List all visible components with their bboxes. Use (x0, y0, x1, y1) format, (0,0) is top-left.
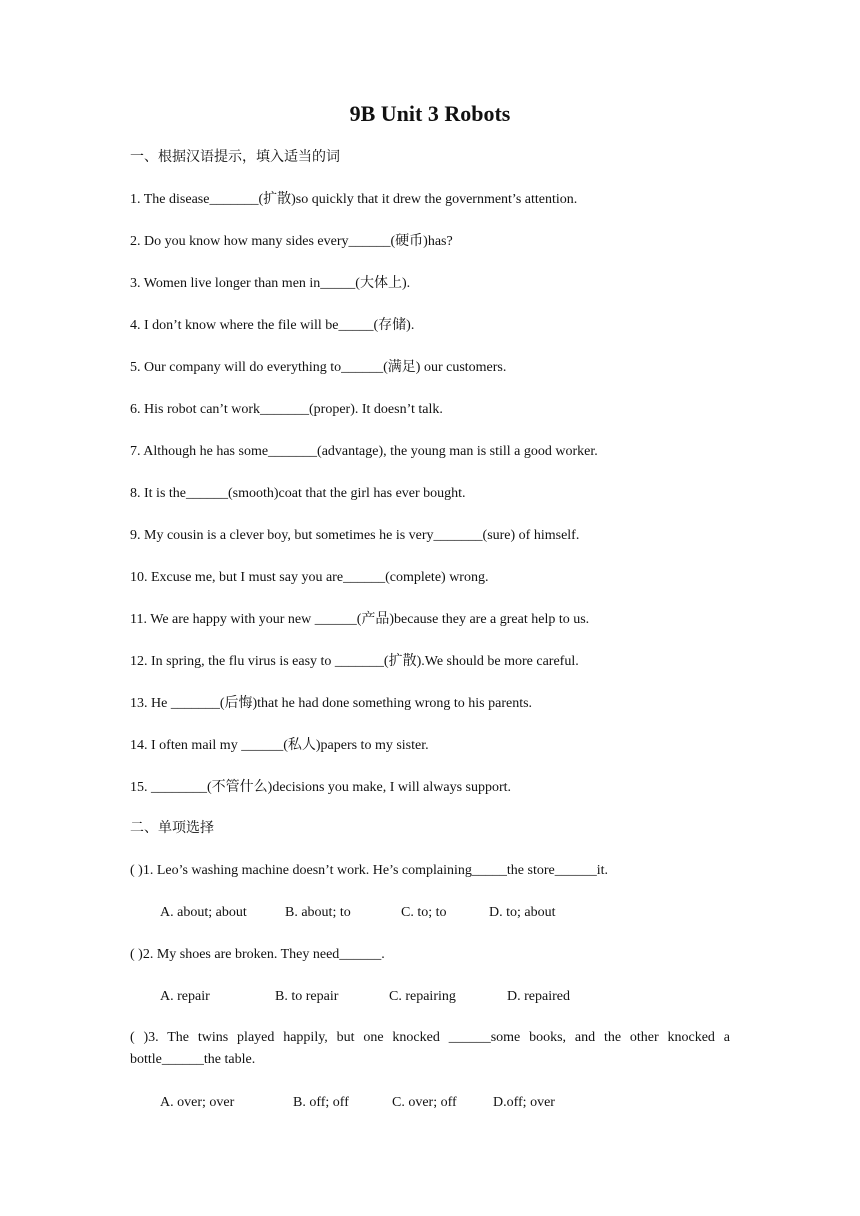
mc-option: C. over; off (392, 1095, 457, 1110)
fill-item-13: 13. He _______(后悔)that he had done something wrong to his parents. (130, 696, 533, 711)
mc-option: A. over; over (160, 1095, 235, 1110)
fill-item-6: 6. His robot can’t work_______(proper). It doesn’t talk. (130, 402, 443, 417)
fill-item-11: 11. We are happy with your new ______(产品)because they are a great help to us. (130, 612, 590, 627)
mc-option: D. repaired (507, 989, 570, 1004)
fill-item-10: 10. Excuse me, but I must say you are______(complete) wrong. (130, 570, 489, 585)
fill-item-5: 5. Our company will do everything to______(满足) our customers. (130, 360, 507, 375)
fill-item-2: 2. Do you know how many sides every______(硬币)has? (130, 234, 453, 249)
mc-question-1: ( )1. Leo’s washing machine doesn’t work. He’s complaining_____the store______it. (130, 863, 608, 878)
fill-item-14: 14. I often mail my ______(私人)papers to my sister. (130, 738, 429, 753)
fill-item-12: 12. In spring, the flu virus is easy to _______(扩散).We should be more careful. (130, 654, 579, 669)
mc-option: B. off; off (293, 1095, 349, 1110)
fill-item-1: 1. The disease_______(扩散)so quickly that it drew the government’s attention. (130, 192, 578, 207)
fill-item-15: 15. ________(不管什么)decisions you make, I will always support. (130, 780, 512, 795)
mc-option: D.off; over (493, 1095, 555, 1110)
section-heading-fill-in: 一、根据汉语提示，填入适当的词 (130, 150, 340, 165)
page-title: 9B Unit 3 Robots (349, 101, 511, 126)
mc-question-3: ( )3. The twins played happily, but one knocked ______some books, and the other knocked a bottle______the table. (130, 1030, 730, 1067)
section-heading-multiple-choice: 二、单项选择 (130, 821, 214, 836)
fill-item-8: 8. It is the______(smooth)coat that the girl has ever bought. (130, 486, 466, 501)
mc-option: A. repair (160, 989, 210, 1004)
mc-option: C. to; to (401, 905, 447, 920)
mc-option: D. to; about (489, 905, 556, 920)
mc-option: B. to repair (275, 989, 339, 1004)
fill-item-7: 7. Although he has some_______(advantage), the young man is still a good worker. (130, 444, 598, 459)
fill-item-4: 4. I don’t know where the file will be_____(存储). (130, 318, 415, 333)
mc-option: B. about; to (285, 905, 351, 920)
mc-question-2: ( )2. My shoes are broken. They need______. (130, 947, 385, 962)
fill-item-9: 9. My cousin is a clever boy, but sometimes he is very_______(sure) of himself. (130, 528, 580, 543)
fill-item-3: 3. Women live longer than men in_____(大体上). (130, 276, 411, 291)
mc-option: C. repairing (389, 989, 456, 1004)
mc-option: A. about; about (160, 905, 247, 920)
